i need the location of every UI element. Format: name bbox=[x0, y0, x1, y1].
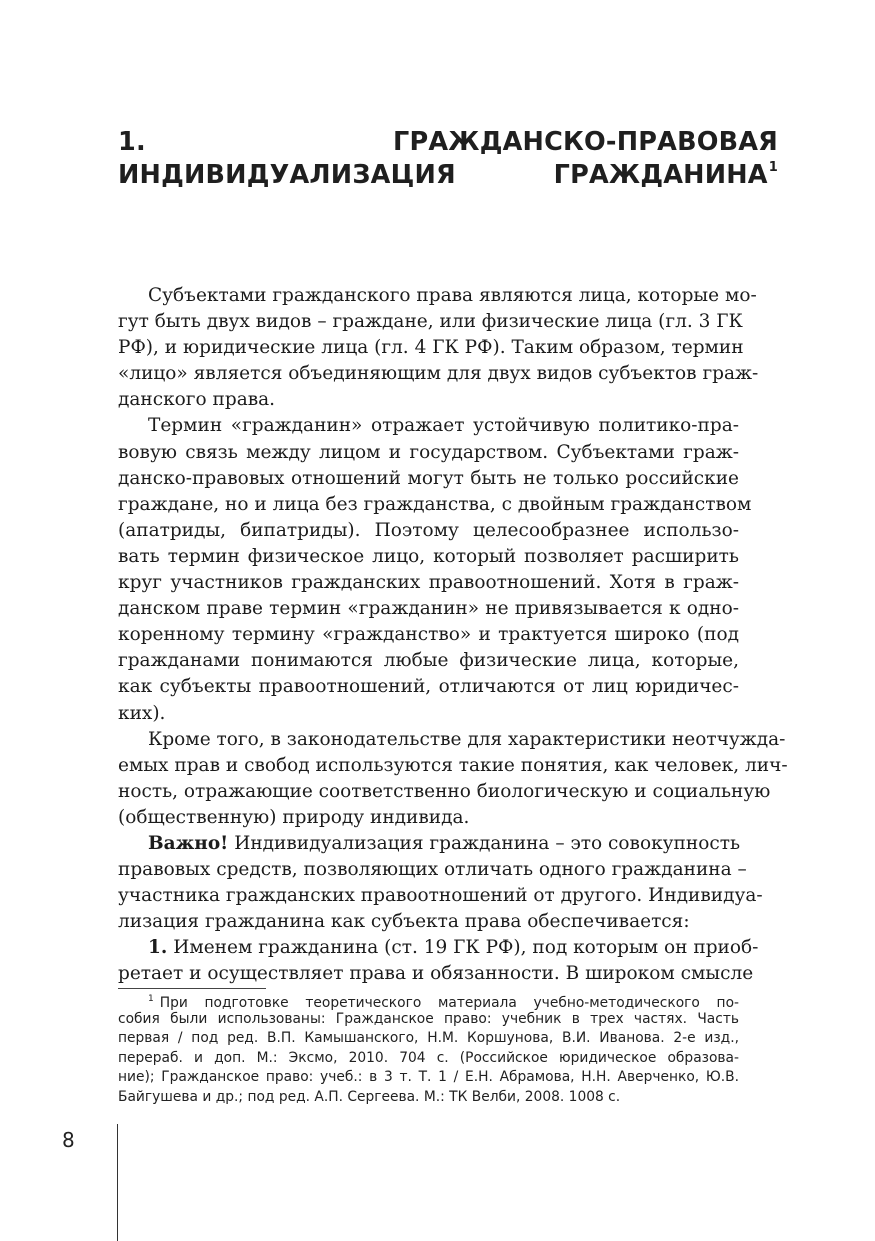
paragraph-3 bbox=[118, 727, 788, 831]
paragraph-5 bbox=[118, 935, 759, 987]
text-line: круг участников гражданских правоотношений. Хотя в граж- bbox=[118, 572, 739, 594]
text-line: емых прав и свобод используются такие понятия, как человек, лич- bbox=[118, 754, 788, 776]
text-line: (апатриды, бипатриды). Поэтому целесообразнее использо- bbox=[118, 519, 739, 541]
text-line: вовую связь между лицом и государством. Субъектами граж- bbox=[118, 441, 739, 463]
footnote-line: перераб. и доп. М.: Эксмо, 2010. 704 с. (Российское юридическое образова- bbox=[118, 1049, 739, 1066]
paragraph-4 bbox=[118, 831, 763, 935]
footnote-divider bbox=[118, 988, 266, 989]
footnote-mark: 1 bbox=[148, 994, 154, 1004]
text-line: граждане, но и лица без гражданства, с двойным гражданством bbox=[118, 493, 752, 515]
text-line: участника гражданских правоотношений от другого. Индивидуа- bbox=[118, 885, 763, 907]
list-number: 1. bbox=[148, 937, 168, 959]
footnote-line: собия были использованы: Гражданское право: учебник в трех частях. Часть bbox=[118, 1010, 739, 1027]
chapter-title bbox=[118, 124, 778, 191]
text-line: ких). bbox=[118, 702, 166, 724]
text-line bbox=[118, 831, 739, 857]
chapter-title-line-2 bbox=[118, 150, 778, 191]
text-line: данско-правовых отношений могут быть не только российские bbox=[118, 467, 739, 489]
text-line: данского права. bbox=[118, 389, 276, 411]
footnote-line bbox=[118, 990, 739, 1010]
text-line: гражданами понимаются любые физические лица, которые, bbox=[118, 650, 739, 672]
footnote-line: Байгушева и др.; под ред. А.П. Сергеева. М.: ТК Велби, 2008. 1008 с. bbox=[118, 1088, 621, 1105]
text-line: гут быть двух видов – граждане, или физические лица (гл. 3 ГК bbox=[118, 311, 743, 333]
text-line: лизация гражданина как субъекта права обеспечивается: bbox=[118, 911, 690, 933]
chapter-title-text: ИНДИВИДУАЛИЗАЦИЯ ГРАЖДАНИНА bbox=[118, 160, 768, 191]
footnote-line: первая / под ред. В.П. Камышанского, Н.М. Коршунова, В.И. Иванова. 2-е изд., bbox=[118, 1030, 739, 1046]
footnote bbox=[118, 990, 739, 1107]
text-line: Субъектами гражданского права являются лица, которые мо- bbox=[148, 285, 757, 306]
text-line: ретает и осуществляет права и обязанности. В широком смысле bbox=[118, 963, 754, 985]
text-line: правовых средств, позволяющих отличать одного гражданина – bbox=[118, 859, 747, 881]
text-line: РФ), и юридические лица (гл. 4 ГК РФ). Таким образом, термин bbox=[118, 337, 744, 359]
text-line: данском праве термин «гражданин» не привязывается к одно- bbox=[118, 598, 739, 620]
text-line: как субъекты правоотношений, отличаются от лиц юридичес- bbox=[118, 676, 739, 698]
text-run: Именем гражданина (ст. 19 ГК РФ), под которым он приоб- bbox=[167, 937, 759, 959]
text-run: При подготовке теоретического материала учебно-методического по- bbox=[159, 995, 739, 1011]
footnote-reference[interactable]: 1 bbox=[768, 160, 778, 176]
paragraph-2 bbox=[118, 413, 752, 726]
text-line: Термин «гражданин» отражает устойчивую политико-пра- bbox=[148, 415, 739, 437]
text-run: Индивидуализация гражданина – это совокупность bbox=[228, 832, 741, 854]
margin-rule bbox=[117, 1124, 118, 1241]
text-line: «лицо» является объединяющим для двух видов субъектов граж- bbox=[118, 363, 759, 385]
text-line: ность, отражающие соответственно биологическую и социальную bbox=[118, 780, 771, 802]
chapter-title-line-1: 1. ГРАЖДАНСКО-ПРАВОВАЯ bbox=[118, 127, 778, 157]
page-number: 8 bbox=[62, 1128, 75, 1152]
footnote-line: ние); Гражданское право: учеб.: в 3 т. Т. 1 / Е.Н. Абрамова, Н.Н. Аверченко, Ю.В. bbox=[118, 1069, 739, 1085]
body-text bbox=[118, 283, 788, 988]
text-line: (общественную) природу индивида. bbox=[118, 806, 470, 828]
text-line: коренному термину «гражданство» и трактуется широко (под bbox=[118, 624, 739, 646]
text-line: Кроме того, в законодательстве для характеристики неотчужда- bbox=[148, 728, 786, 750]
text-line bbox=[118, 935, 759, 961]
text-line: вать термин физическое лицо, который позволяет расширить bbox=[118, 545, 739, 567]
important-label: Важно! bbox=[148, 832, 229, 854]
paragraph-1 bbox=[118, 283, 759, 413]
